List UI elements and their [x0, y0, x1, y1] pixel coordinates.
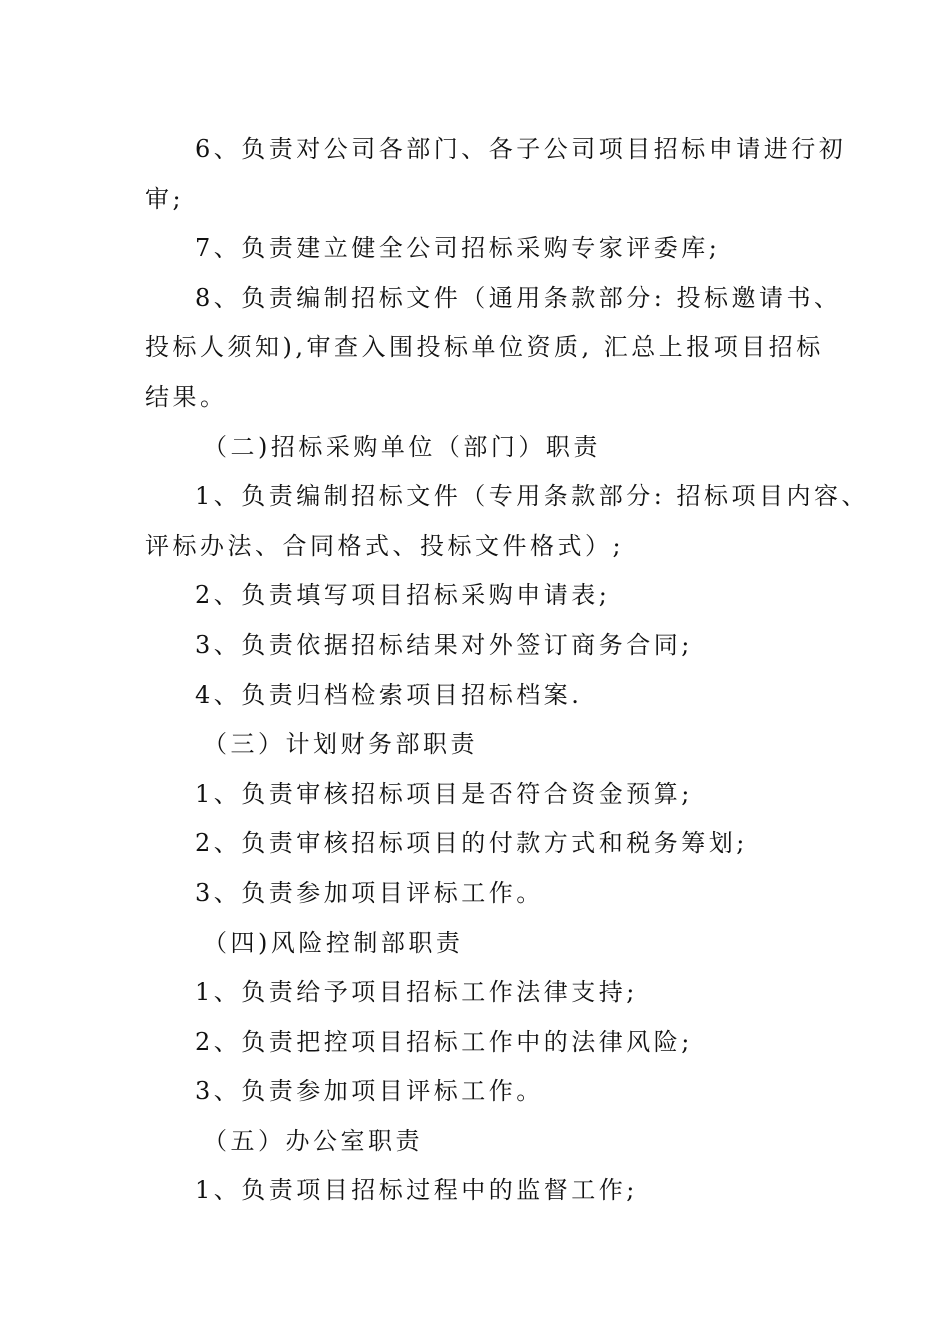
paragraph-line: 3、负责参加项目评标工作。 [195, 878, 544, 907]
paragraph-line: 1、负责项目招标过程中的监督工作; [195, 1176, 638, 1205]
document-body [145, 125, 869, 1216]
paragraph-line: 投标人须知),审查入围投标单位资质, 汇总上报项目招标 [145, 333, 824, 362]
paragraph-line: 3、负责依据招标结果对外签订商务合同; [195, 630, 693, 659]
section-heading: （二)招标采购单位（部门）职责 [203, 432, 601, 461]
paragraph-line: 2、负责填写项目招标采购申请表; [195, 581, 611, 610]
paragraph-line: 8、负责编制招标文件（通用条款部分: 投标邀请书、 [195, 283, 842, 312]
section-heading: （三）计划财务部职责 [203, 730, 478, 759]
paragraph-line: 2、负责审核招标项目的付款方式和税务筹划; [195, 829, 748, 858]
paragraph-line: 7、负责建立健全公司招标采购专家评委库; [195, 234, 721, 263]
paragraph-line: 3、负责参加项目评标工作。 [195, 1077, 544, 1106]
section-heading: （四)风险控制部职责 [203, 928, 464, 957]
paragraph-line: 审; [145, 184, 185, 213]
paragraph-line: 结果。 [145, 382, 228, 411]
paragraph-line: 1、负责给予项目招标工作法律支持; [195, 978, 638, 1007]
paragraph-line: 6、负责对公司各部门、各子公司项目招标申请进行初 [195, 135, 847, 163]
paragraph-line: 4、负责归档检索项目招标档案. [195, 680, 583, 709]
paragraph-line: 1、负责审核招标项目是否符合资金预算; [195, 779, 693, 808]
paragraph-line: 2、负责把控项目招标工作中的法律风险; [195, 1027, 693, 1056]
paragraph-line: 1、负责编制招标文件（专用条款部分: 招标项目内容、 [195, 482, 869, 511]
paragraph-line: 评标办法、合同格式、投标文件格式）; [145, 531, 625, 560]
section-heading: （五）办公室职责 [203, 1126, 423, 1155]
